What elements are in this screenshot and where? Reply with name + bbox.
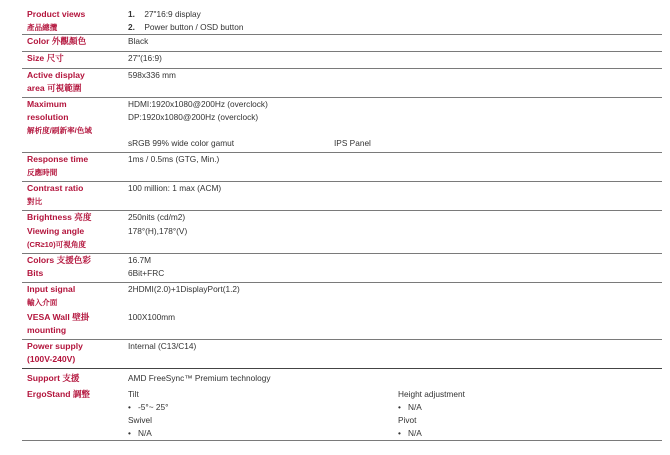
value-color: Black xyxy=(128,36,149,46)
spec-table xyxy=(22,8,662,441)
label-color: Color 外觀顏色 xyxy=(27,36,87,46)
row-vesa xyxy=(22,311,662,340)
row-ergostand xyxy=(22,388,662,441)
label-input: Input signal xyxy=(27,284,76,294)
value-contrast: 100 million: 1 max (ACM) xyxy=(128,183,222,193)
value-swivel: • N/A xyxy=(128,427,398,440)
value-pivot: • N/A xyxy=(398,427,465,440)
value-viewing: 178°(H),178°(V) xyxy=(128,226,188,236)
row-product-views xyxy=(22,8,662,35)
label-ergostand: ErgoStand 調整 xyxy=(27,389,91,399)
label-support: Support 支援 xyxy=(27,373,80,383)
label-response: Response time xyxy=(27,154,89,164)
value-active-area: 598x336 mm xyxy=(128,70,176,80)
label-tilt: Tilt xyxy=(128,389,139,399)
product-view-item-1: 1. 27"16:9 display xyxy=(128,9,201,19)
value-response: 1ms / 0.5ms (GTG, Min.) xyxy=(128,154,220,164)
row-power-supply xyxy=(22,340,662,369)
row-input-signal xyxy=(22,283,662,312)
row-colors xyxy=(22,254,662,283)
product-view-item-2: 2. Power button / OSD button xyxy=(128,22,244,32)
label-active-area: Active display xyxy=(27,70,85,80)
value-height-adjustment: • N/A xyxy=(398,401,465,414)
row-support xyxy=(22,369,662,389)
label-brightness: Brightness 亮度 xyxy=(27,212,92,222)
value-panel: IPS Panel xyxy=(334,138,371,148)
label-response-zh: 反應時間 xyxy=(27,168,58,177)
label-max-res: Maximum xyxy=(27,99,67,109)
label-product-views: Product views xyxy=(27,9,86,19)
row-viewing-angle xyxy=(22,225,662,254)
label-input-zh: 輸入介面 xyxy=(27,298,58,307)
label-height-adjustment: Height adjustment xyxy=(398,389,465,399)
row-size xyxy=(22,52,662,69)
row-max-resolution xyxy=(22,98,662,153)
row-active-area xyxy=(22,69,662,98)
label-active-area-2: area 可視範圍 xyxy=(27,83,82,93)
value-input: 2HDMI(2.0)+1DisplayPort(1.2) xyxy=(128,284,240,294)
value-colors: 16.7M xyxy=(128,255,152,265)
row-color xyxy=(22,35,662,52)
label-viewing-zh: (CR≥10)可視角度 xyxy=(27,240,87,249)
value-size: 27"(16:9) xyxy=(128,53,162,63)
value-power: Internal (C13/C14) xyxy=(128,341,197,351)
label-swivel: Swivel xyxy=(128,415,152,425)
label-product-views-zh: 產品總攬 xyxy=(27,23,58,32)
label-vesa: VESA Wall 壁掛 xyxy=(27,312,90,322)
value-tilt: • -5°~ 25° xyxy=(128,401,398,414)
label-power: Power supply xyxy=(27,341,83,351)
label-contrast: Contrast ratio xyxy=(27,183,84,193)
label-size: Size 尺寸 xyxy=(27,53,64,63)
label-pivot: Pivot xyxy=(398,415,417,425)
spec-sheet xyxy=(22,8,662,441)
value-hdmi-res: HDMI:1920x1080@200Hz (overclock) xyxy=(128,99,268,109)
label-vesa-2: mounting xyxy=(27,325,67,335)
value-bits: 6Bit+FRC xyxy=(128,268,165,278)
label-viewing: Viewing angle xyxy=(27,226,85,236)
value-gamut: sRGB 99% wide color gamut xyxy=(128,138,235,148)
row-response-time xyxy=(22,153,662,182)
label-bits: Bits xyxy=(27,268,44,278)
value-brightness: 250nits (cd/m2) xyxy=(128,212,186,222)
label-max-res-2: resolution xyxy=(27,112,69,122)
label-max-res-zh: 解析度/刷新率/色域 xyxy=(27,126,92,135)
value-vesa: 100X100mm xyxy=(128,312,176,322)
value-dp-res: DP:1920x1080@200Hz (overclock) xyxy=(128,112,259,122)
label-power-2: (100V-240V) xyxy=(27,354,76,364)
row-contrast xyxy=(22,182,662,211)
value-support: AMD FreeSync™ Premium technology xyxy=(128,373,271,383)
row-brightness xyxy=(22,211,662,226)
label-contrast-zh: 對比 xyxy=(27,197,43,206)
label-colors: Colors 支援色彩 xyxy=(27,255,91,265)
